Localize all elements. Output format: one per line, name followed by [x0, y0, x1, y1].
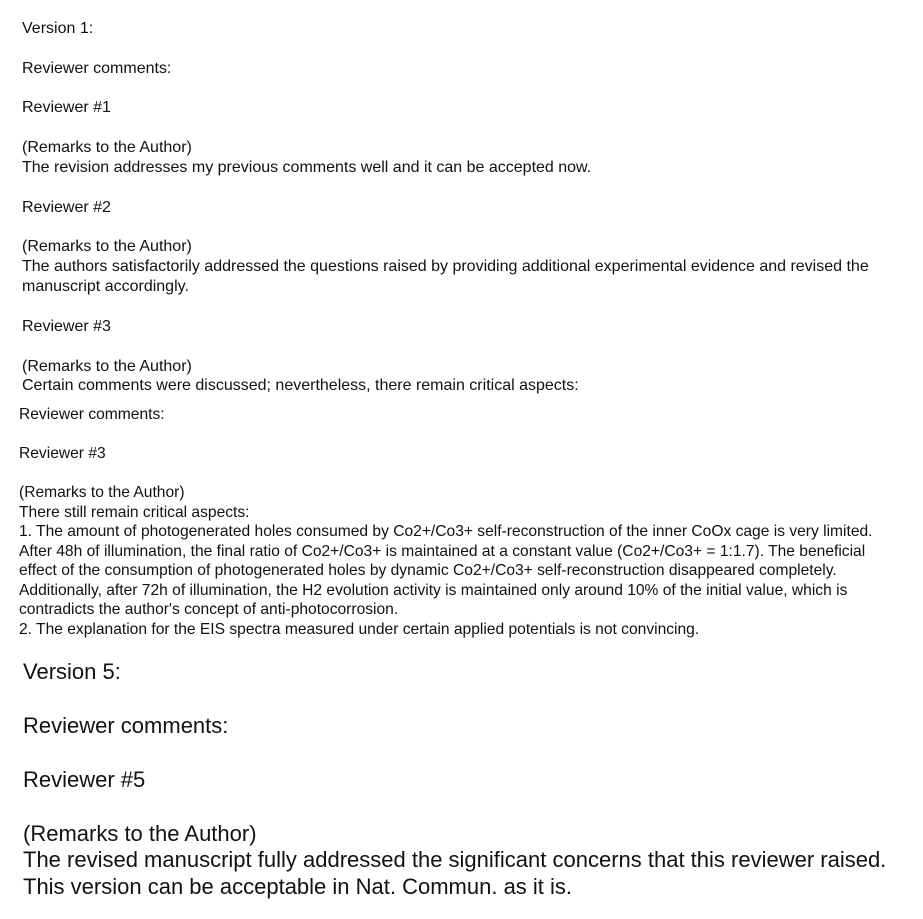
reviewer-5-remarks-label: (Remarks to the Author) — [23, 821, 257, 846]
reviewer-1-heading: Reviewer #1 — [22, 99, 111, 116]
reviewer-2-remarks-label: (Remarks to the Author) — [22, 238, 192, 255]
reviewer-comments-heading: Reviewer comments: — [22, 60, 172, 77]
reviewer-3-remarks-label: (Remarks to the Author) — [22, 358, 192, 375]
reviewer-5-heading: Reviewer #5 — [23, 767, 146, 792]
reviewer-5-comment-line: The revised manuscript fully addressed the significant concerns that this reviewer raised. — [23, 847, 887, 872]
reviewer-1-comment-line: The revision addresses my previous comments well and it can be accepted now. — [22, 159, 592, 176]
reviewer-3-heading: Reviewer #3 — [19, 445, 106, 462]
reviewer-3-comment-line: Additionally, after 72h of illumination, the H2 evolution activity is maintained only around 10% of the initial value, which is — [19, 582, 848, 599]
version-5-heading: Version 5: — [23, 659, 121, 684]
reviewer-3-comment-line: 1. The amount of photogenerated holes consumed by Co2+/Co3+ self-reconstruction of the inner CoOx cage is very limited. — [19, 523, 873, 540]
reviewer-comments-heading: Reviewer comments: — [23, 713, 229, 738]
reviewer-3-comment-line: 2. The explanation for the EIS spectra measured under certain applied potentials is not convincing. — [19, 621, 700, 638]
reviewer-3-remarks-label: (Remarks to the Author) — [19, 484, 185, 501]
reviewer-3-comment-line: There still remain critical aspects: — [19, 504, 250, 521]
reviewer-5-comment-line: This version can be acceptable in Nat. Commun. as it is. — [23, 874, 573, 899]
reviewer-3-comment-line: contradicts the author's concept of anti-photocorrosion. — [19, 601, 399, 618]
version-1-heading: Version 1: — [22, 20, 94, 37]
reviewer-3-comment-line: effect of the consumption of photogenerated holes by dynamic Co2+/Co3+ self-reconstruction disappeared completely. — [19, 562, 837, 579]
reviewer-comments-heading: Reviewer comments: — [19, 406, 165, 423]
reviewer-2-heading: Reviewer #2 — [22, 199, 111, 216]
reviewer-2-comment-line: manuscript accordingly. — [22, 278, 189, 295]
reviewer-2-comment-line: The authors satisfactorily addressed the questions raised by providing additional experimental evidence and revised the — [22, 258, 869, 275]
reviewer-3-comment-line: After 48h of illumination, the final ratio of Co2+/Co3+ is maintained at a constant value (Co2+/Co3+ = 1:1.7). The beneficial — [19, 543, 866, 560]
reviewer-3-heading: Reviewer #3 — [22, 318, 111, 335]
reviewer-1-remarks-label: (Remarks to the Author) — [22, 139, 192, 156]
reviewer-3-comment-line: Certain comments were discussed; nevertheless, there remain critical aspects: — [22, 377, 579, 394]
